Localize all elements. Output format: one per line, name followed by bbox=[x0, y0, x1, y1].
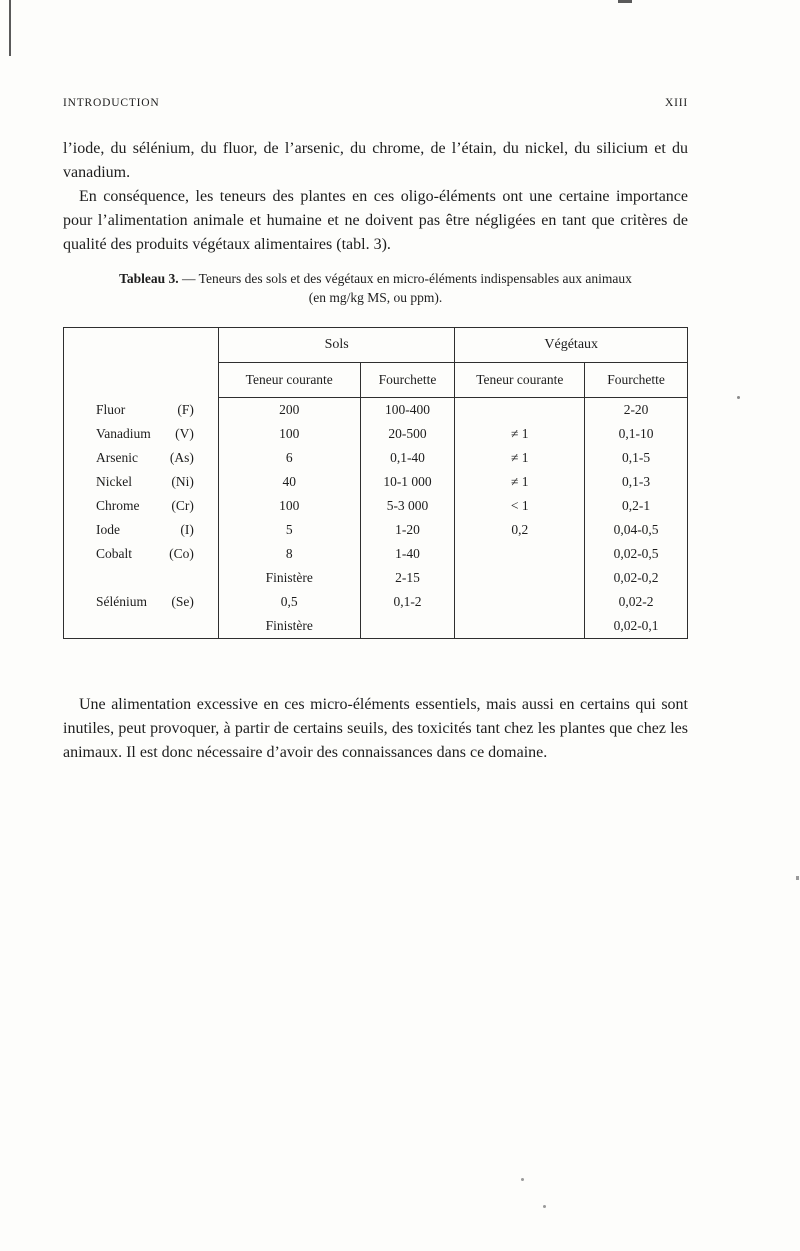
value-cell-veg_tc bbox=[455, 566, 585, 590]
value-cell-sols_tc: 40 bbox=[218, 470, 360, 494]
table-body bbox=[64, 398, 688, 639]
element-cell bbox=[64, 422, 219, 446]
value-cell-sols_tc: 200 bbox=[218, 398, 360, 423]
table-header bbox=[64, 328, 688, 398]
value-cell-sols_f: 20-500 bbox=[360, 422, 455, 446]
value-cell-sols_tc: Finistère bbox=[218, 614, 360, 639]
value-cell-veg_f: 0,02-0,1 bbox=[613, 618, 659, 633]
element-symbol: (Co) bbox=[169, 546, 194, 561]
element-cell bbox=[64, 494, 219, 518]
col-header-sols-fourchette: Fourchette bbox=[360, 363, 455, 398]
table-row bbox=[64, 542, 688, 566]
value-cell-sols_tc: 8 bbox=[218, 542, 360, 566]
value-cell-sols_f: 0,1-40 bbox=[360, 446, 455, 470]
value-cell-veg_tc: 0,2 bbox=[455, 518, 585, 542]
scan-artifact-dot bbox=[521, 1178, 524, 1181]
value-cell-sols_f: 1-20 bbox=[360, 518, 455, 542]
element-cell bbox=[64, 590, 219, 614]
scan-artifact-dot bbox=[796, 876, 799, 880]
value-cell-veg_tc: ≠ 1 bbox=[455, 446, 585, 470]
element-cell bbox=[64, 566, 219, 590]
table-row bbox=[64, 590, 688, 614]
table-caption-label: Tableau 3. bbox=[119, 271, 179, 286]
table-row bbox=[64, 398, 688, 423]
value-cell-sols_tc: 6 bbox=[218, 446, 360, 470]
element-cell bbox=[64, 470, 219, 494]
micro-elements-table bbox=[63, 327, 688, 639]
value-cell-sols_tc: 100 bbox=[218, 494, 360, 518]
value-cell-sols_f: 10-1 000 bbox=[360, 470, 455, 494]
table-caption-text: — Teneurs des sols et des végétaux en micro-éléments indispensables aux animaux bbox=[178, 271, 632, 286]
value-cell-veg_tc: < 1 bbox=[455, 494, 585, 518]
group-header-sols: Sols bbox=[218, 328, 455, 363]
element-symbol: (I) bbox=[180, 522, 194, 537]
table-row bbox=[64, 614, 688, 639]
table-group-header-row bbox=[64, 328, 688, 363]
group-header-vegetaux: Végétaux bbox=[455, 328, 688, 363]
value-cell-sols_f: 1-40 bbox=[360, 542, 455, 566]
element-symbol: (As) bbox=[169, 450, 194, 465]
running-header-title: INTRODUCTION bbox=[63, 97, 160, 109]
value-cell-veg_f: 0,1-3 bbox=[622, 474, 651, 489]
element-symbol: (Ni) bbox=[171, 474, 194, 489]
element-symbol: (F) bbox=[177, 401, 194, 417]
element-cell bbox=[64, 398, 219, 423]
running-header bbox=[63, 97, 688, 109]
table-row bbox=[64, 518, 688, 542]
element-name: Fluor bbox=[96, 401, 126, 417]
table-row bbox=[64, 446, 688, 470]
element-name: Vanadium bbox=[96, 426, 151, 441]
value-cell-veg_tc bbox=[455, 398, 585, 423]
value-cell-sols_tc: 5 bbox=[218, 518, 360, 542]
element-name: Iode bbox=[96, 522, 120, 537]
element-name: Nickel bbox=[96, 474, 132, 489]
value-cell-veg_f: 0,2-1 bbox=[622, 498, 651, 513]
scan-artifact-dot bbox=[737, 396, 740, 399]
value-cell-sols_tc: 0,5 bbox=[218, 590, 360, 614]
element-name: Chrome bbox=[96, 498, 140, 513]
value-cell-sols_tc: Finistère bbox=[218, 566, 360, 590]
value-cell-veg_f: 0,1-10 bbox=[618, 426, 654, 441]
element-cell bbox=[64, 614, 219, 639]
table-caption-units: (en mg/kg MS, ou ppm). bbox=[308, 290, 443, 305]
paragraph-2: En conséquence, les teneurs des plantes en ces oligo-éléments ont une certaine importance pour l’alimentation animale et humaine et ne doivent pas être négligées en tant que critères de qualité des produits végétaux alimentaires (tabl. 3). bbox=[63, 188, 688, 253]
col-header-sols-teneur: Teneur courante bbox=[218, 363, 360, 398]
col-header-veg-fourchette: Fourchette bbox=[585, 363, 688, 398]
col-header-veg-teneur: Teneur courante bbox=[455, 363, 585, 398]
element-cell bbox=[64, 542, 219, 566]
element-symbol: (V) bbox=[175, 426, 194, 441]
paragraph-3: Une alimentation excessive en ces micro-éléments essentiels, mais aussi en certains qui sont inutiles, peut provoquer, à partir de certains seuils, des toxicités tant chez les plantes que chez les animaux. Il est donc nécessaire d’avoir des connaissances dans ce domaine. bbox=[63, 696, 688, 761]
value-cell-veg_f: 0,02-0,2 bbox=[613, 570, 659, 585]
value-cell-sols_f: 5-3 000 bbox=[360, 494, 455, 518]
paragraph-1: l’iode, du sélénium, du fluor, de l’arsenic, du chrome, de l’étain, du nickel, du silicium et du vanadium. bbox=[63, 140, 688, 181]
value-cell-veg_f: 0,02-2 bbox=[618, 594, 654, 609]
table-row bbox=[64, 494, 688, 518]
value-cell-veg_f: 0,02-0,5 bbox=[613, 546, 659, 561]
value-cell-veg_f: 0,04-0,5 bbox=[613, 522, 659, 537]
value-cell-veg_tc bbox=[455, 542, 585, 566]
table-row bbox=[64, 470, 688, 494]
value-cell-veg_tc bbox=[455, 614, 585, 639]
value-cell-veg_f: 0,1-5 bbox=[622, 450, 651, 465]
element-symbol: (Cr) bbox=[171, 498, 194, 513]
table-caption bbox=[63, 269, 688, 307]
element-name: Arsenic bbox=[96, 450, 138, 465]
scan-artifact-top-dash bbox=[618, 0, 632, 3]
value-cell-sols_f bbox=[360, 614, 455, 639]
value-cell-sols_f: 100-400 bbox=[360, 398, 455, 423]
page-body bbox=[63, 137, 688, 765]
value-cell-sols_f: 2-15 bbox=[360, 566, 455, 590]
table-row bbox=[64, 422, 688, 446]
value-cell-sols_tc: 100 bbox=[218, 422, 360, 446]
element-name: Cobalt bbox=[96, 546, 132, 561]
value-cell-veg_f: 2-20 bbox=[623, 402, 649, 417]
table-row bbox=[64, 566, 688, 590]
element-cell bbox=[64, 446, 219, 470]
element-symbol: (Se) bbox=[171, 594, 194, 609]
value-cell-veg_tc: ≠ 1 bbox=[455, 422, 585, 446]
element-name: Sélénium bbox=[96, 594, 147, 609]
table-corner-cell bbox=[64, 328, 219, 398]
value-cell-veg_tc bbox=[455, 590, 585, 614]
scan-artifact-dot bbox=[543, 1205, 546, 1208]
value-cell-veg_tc: ≠ 1 bbox=[455, 470, 585, 494]
value-cell-sols_f: 0,1-2 bbox=[360, 590, 455, 614]
element-cell bbox=[64, 518, 219, 542]
scan-artifact-left-line bbox=[9, 0, 11, 56]
page-number: XIII bbox=[665, 97, 688, 109]
